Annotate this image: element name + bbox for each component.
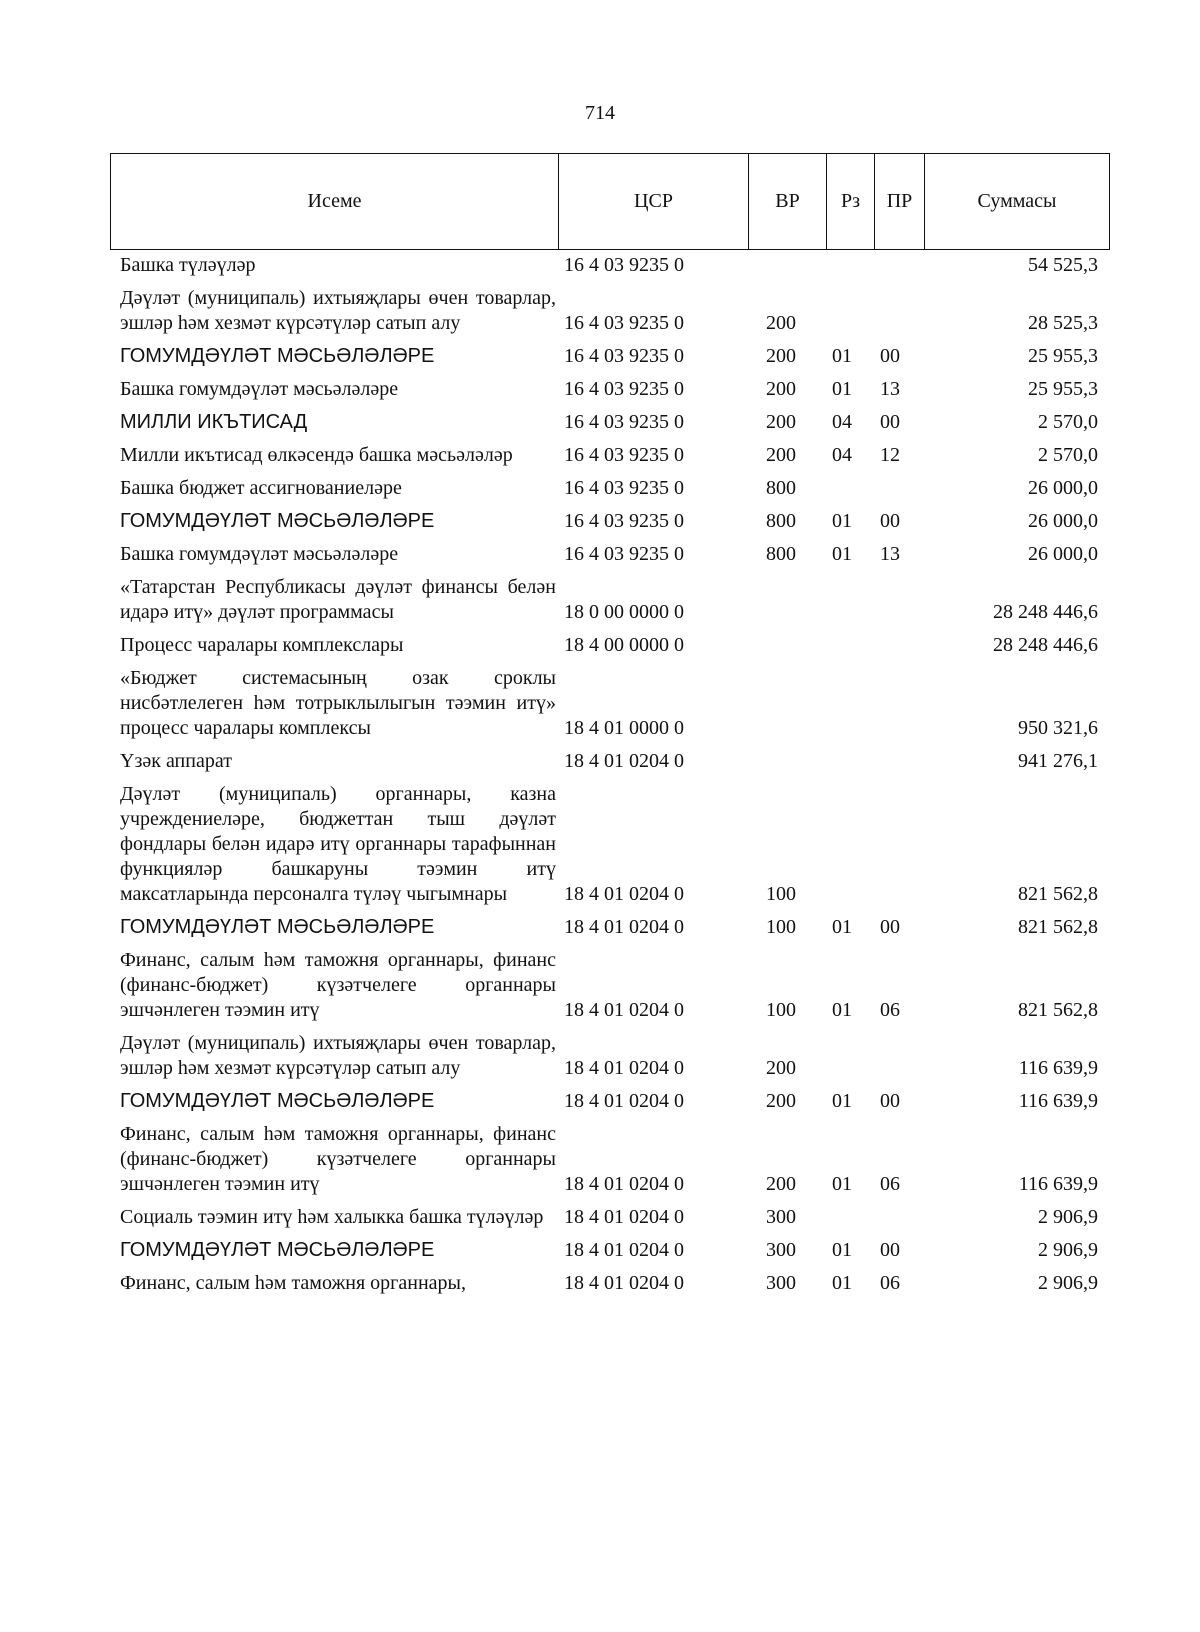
cell-vr: 200 [766, 1173, 796, 1195]
cell-vr: 200 [766, 345, 796, 367]
cell-csr: 16 4 03 9235 0 [564, 444, 684, 466]
cell-pr: 00 [880, 345, 900, 367]
cell-sum: 26 000,0 [1028, 477, 1098, 499]
cell-rz: 01 [832, 543, 852, 565]
cell-rz: 01 [832, 345, 852, 367]
cell-csr: 16 4 03 9235 0 [564, 543, 684, 565]
cell-pr: 06 [880, 1173, 900, 1195]
cell-sum: 2 906,9 [1038, 1239, 1098, 1261]
cell-pr: 06 [880, 999, 900, 1021]
header-csr: ЦСР [559, 154, 749, 249]
header-name: Исеме [111, 154, 559, 249]
cell-pr: 00 [880, 1239, 900, 1261]
page-number: 714 [585, 102, 615, 124]
cell-vr: 800 [766, 510, 796, 532]
cell-csr: 18 4 01 0204 0 [564, 1057, 684, 1079]
cell-csr: 18 4 01 0204 0 [564, 883, 684, 905]
cell-vr: 100 [766, 999, 796, 1021]
cell-vr: 100 [766, 883, 796, 905]
cell-csr: 18 4 01 0204 0 [564, 1090, 684, 1112]
table-row [110, 1202, 1110, 1235]
cell-sum: 2 906,9 [1038, 1272, 1098, 1294]
cell-name: Дәүләт (муниципаль) ихтыяҗлары өчен товарлар, эшләр һәм хезмәт күрсәтүләр сатып алу [120, 1032, 556, 1079]
cell-sum: 25 955,3 [1028, 378, 1098, 400]
cell-sum: 26 000,0 [1028, 543, 1098, 565]
header-rz: Рз [827, 154, 875, 249]
cell-name: Дәүләт (муниципаль) органнары, казна учреждениеләре, бюджеттан тыш дәүләт фондлары белән идарә итү органнары тарафыннан функцияләр башкаруны тәэмин итү максатларында персоналга түләү чыгымнары [120, 783, 556, 905]
cell-rz: 01 [832, 916, 852, 938]
cell-csr: 16 4 03 9235 0 [564, 378, 684, 400]
cell-csr: 18 4 01 0000 0 [564, 717, 684, 739]
table-row [110, 572, 1110, 630]
cell-vr: 300 [766, 1239, 796, 1261]
cell-csr: 18 4 01 0204 0 [564, 1272, 684, 1294]
header-sum: Суммасы [977, 190, 1057, 212]
cell-name: ГОМУМДӘҮЛӘТ МӘСЬӘЛӘЛӘРЕ [120, 510, 435, 532]
cell-vr: 800 [766, 477, 796, 499]
cell-csr: 18 4 01 0204 0 [564, 916, 684, 938]
cell-sum: 26 000,0 [1028, 510, 1098, 532]
cell-sum: 821 562,8 [1018, 883, 1098, 905]
cell-sum: 116 639,9 [1018, 1173, 1098, 1195]
cell-csr: 16 4 03 9235 0 [564, 411, 684, 433]
cell-vr: 200 [766, 411, 796, 433]
cell-sum: 950 321,6 [1018, 717, 1098, 739]
cell-csr: 16 4 03 9235 0 [564, 254, 684, 276]
cell-name: Башка түләүләр [120, 254, 256, 276]
table-header [110, 153, 1110, 250]
table-row [110, 283, 1110, 341]
cell-csr: 18 0 00 0000 0 [564, 601, 684, 623]
cell-csr: 18 4 01 0204 0 [564, 1206, 684, 1228]
cell-sum: 116 639,9 [1018, 1090, 1098, 1112]
cell-pr: 13 [880, 543, 900, 565]
cell-csr: 16 4 03 9235 0 [564, 510, 684, 532]
cell-rz: 04 [832, 411, 852, 433]
cell-rz: 01 [832, 999, 852, 1021]
table-row [110, 945, 1110, 1028]
cell-vr: 300 [766, 1272, 796, 1294]
cell-sum: 2 906,9 [1038, 1206, 1098, 1228]
cell-sum: 25 955,3 [1028, 345, 1098, 367]
table-row [110, 473, 1110, 506]
cell-name: Процесс чаралары комплекслары [120, 634, 404, 656]
cell-csr: 16 4 03 9235 0 [564, 345, 684, 367]
cell-name: ГОМУМДӘҮЛӘТ МӘСЬӘЛӘЛӘРЕ [120, 1090, 435, 1112]
cell-name: Финанс, салым һәм таможня органнары, финанс (финанс-бюджет) күзәтчелеге органнары эшчәнлеген тәэмин итү [120, 1123, 556, 1195]
cell-sum: 28 525,3 [1028, 312, 1098, 334]
cell-vr: 200 [766, 378, 796, 400]
table-row [110, 1028, 1110, 1086]
table-row [110, 407, 1110, 440]
table-row [110, 1086, 1110, 1119]
cell-pr: 13 [880, 378, 900, 400]
cell-pr: 00 [880, 916, 900, 938]
cell-vr: 300 [766, 1206, 796, 1228]
cell-name: Финанс, салым һәм таможня органнары, [120, 1272, 466, 1294]
cell-vr: 100 [766, 916, 796, 938]
cell-pr: 12 [880, 444, 900, 466]
table-row [110, 746, 1110, 779]
cell-sum: 821 562,8 [1018, 916, 1098, 938]
cell-rz: 01 [832, 510, 852, 532]
cell-csr: 18 4 01 0204 0 [564, 1239, 684, 1261]
cell-csr: 18 4 01 0204 0 [564, 750, 684, 772]
cell-csr: 18 4 00 0000 0 [564, 634, 684, 656]
cell-vr: 200 [766, 312, 796, 334]
cell-vr: 800 [766, 543, 796, 565]
table-row [110, 1119, 1110, 1202]
cell-name: Финанс, салым һәм таможня органнары, финанс (финанс-бюджет) күзәтчелеге органнары эшчәнлеген тәэмин итү [120, 949, 556, 1021]
cell-csr: 16 4 03 9235 0 [564, 312, 684, 334]
cell-name: Милли икътисад өлкәсендә башка мәсьәләләр [120, 444, 513, 466]
table-row [110, 506, 1110, 539]
cell-vr: 200 [766, 1090, 796, 1112]
table-row [110, 539, 1110, 572]
cell-pr: 00 [880, 411, 900, 433]
cell-name: ГОМУМДӘҮЛӘТ МӘСЬӘЛӘЛӘРЕ [120, 345, 435, 367]
cell-name: «Татарстан Республикасы дәүләт финансы белән идарә итү» дәүләт программасы [120, 576, 556, 623]
cell-sum: 941 276,1 [1018, 750, 1098, 772]
table-row [110, 779, 1110, 912]
cell-csr: 16 4 03 9235 0 [564, 477, 684, 499]
cell-pr: 00 [880, 1090, 900, 1112]
cell-rz: 01 [832, 1090, 852, 1112]
cell-sum: 2 570,0 [1038, 444, 1098, 466]
cell-name: ГОМУМДӘҮЛӘТ МӘСЬӘЛӘЛӘРЕ [120, 916, 435, 938]
cell-name: Башка гомумдәүләт мәсьәләләре [120, 378, 399, 400]
cell-name: Башка гомумдәүләт мәсьәләләре [120, 543, 399, 565]
cell-rz: 01 [832, 1239, 852, 1261]
cell-name: ГОМУМДӘҮЛӘТ МӘСЬӘЛӘЛӘРЕ [120, 1239, 435, 1261]
cell-name: «Бюджет системасының озак сроклы нисбәтлелеген һәм тотрыклылыгын тәэмин итү» процесс чаралары комплексы [120, 667, 556, 739]
cell-name: Социаль тәэмин итү һәм халыкка башка түләүләр [120, 1206, 544, 1228]
cell-rz: 04 [832, 444, 852, 466]
cell-rz: 01 [832, 1173, 852, 1195]
table-row [110, 1235, 1110, 1268]
table-row [110, 374, 1110, 407]
table-row [110, 912, 1110, 945]
header-pr: ПР [875, 154, 925, 249]
cell-sum: 2 570,0 [1038, 411, 1098, 433]
table-row [110, 1268, 1110, 1301]
cell-sum: 28 248 446,6 [993, 634, 1098, 656]
cell-csr: 18 4 01 0204 0 [564, 999, 684, 1021]
header-vr: ВР [749, 154, 827, 249]
cell-vr: 200 [766, 1057, 796, 1079]
table-row [110, 250, 1110, 283]
cell-sum: 116 639,9 [1018, 1057, 1098, 1079]
table-body [110, 250, 1110, 1301]
table-row [110, 341, 1110, 374]
cell-name: МИЛЛИ ИКЪТИСАД [120, 411, 308, 433]
cell-rz: 01 [832, 378, 852, 400]
cell-sum: 821 562,8 [1018, 999, 1098, 1021]
cell-name: Башка бюджет ассигнованиеләре [120, 477, 402, 499]
cell-pr: 00 [880, 510, 900, 532]
cell-sum: 54 525,3 [1028, 254, 1098, 276]
cell-name: Дәүләт (муниципаль) ихтыяҗлары өчен товарлар, эшләр һәм хезмәт күрсәтүләр сатып алу [120, 287, 556, 334]
cell-pr: 06 [880, 1272, 900, 1294]
cell-rz: 01 [832, 1272, 852, 1294]
cell-vr: 200 [766, 444, 796, 466]
table-row [110, 440, 1110, 473]
table-row [110, 663, 1110, 746]
cell-name: Үзәк аппарат [120, 750, 232, 772]
cell-sum: 28 248 446,6 [993, 601, 1098, 623]
table-row [110, 630, 1110, 663]
cell-csr: 18 4 01 0204 0 [564, 1173, 684, 1195]
